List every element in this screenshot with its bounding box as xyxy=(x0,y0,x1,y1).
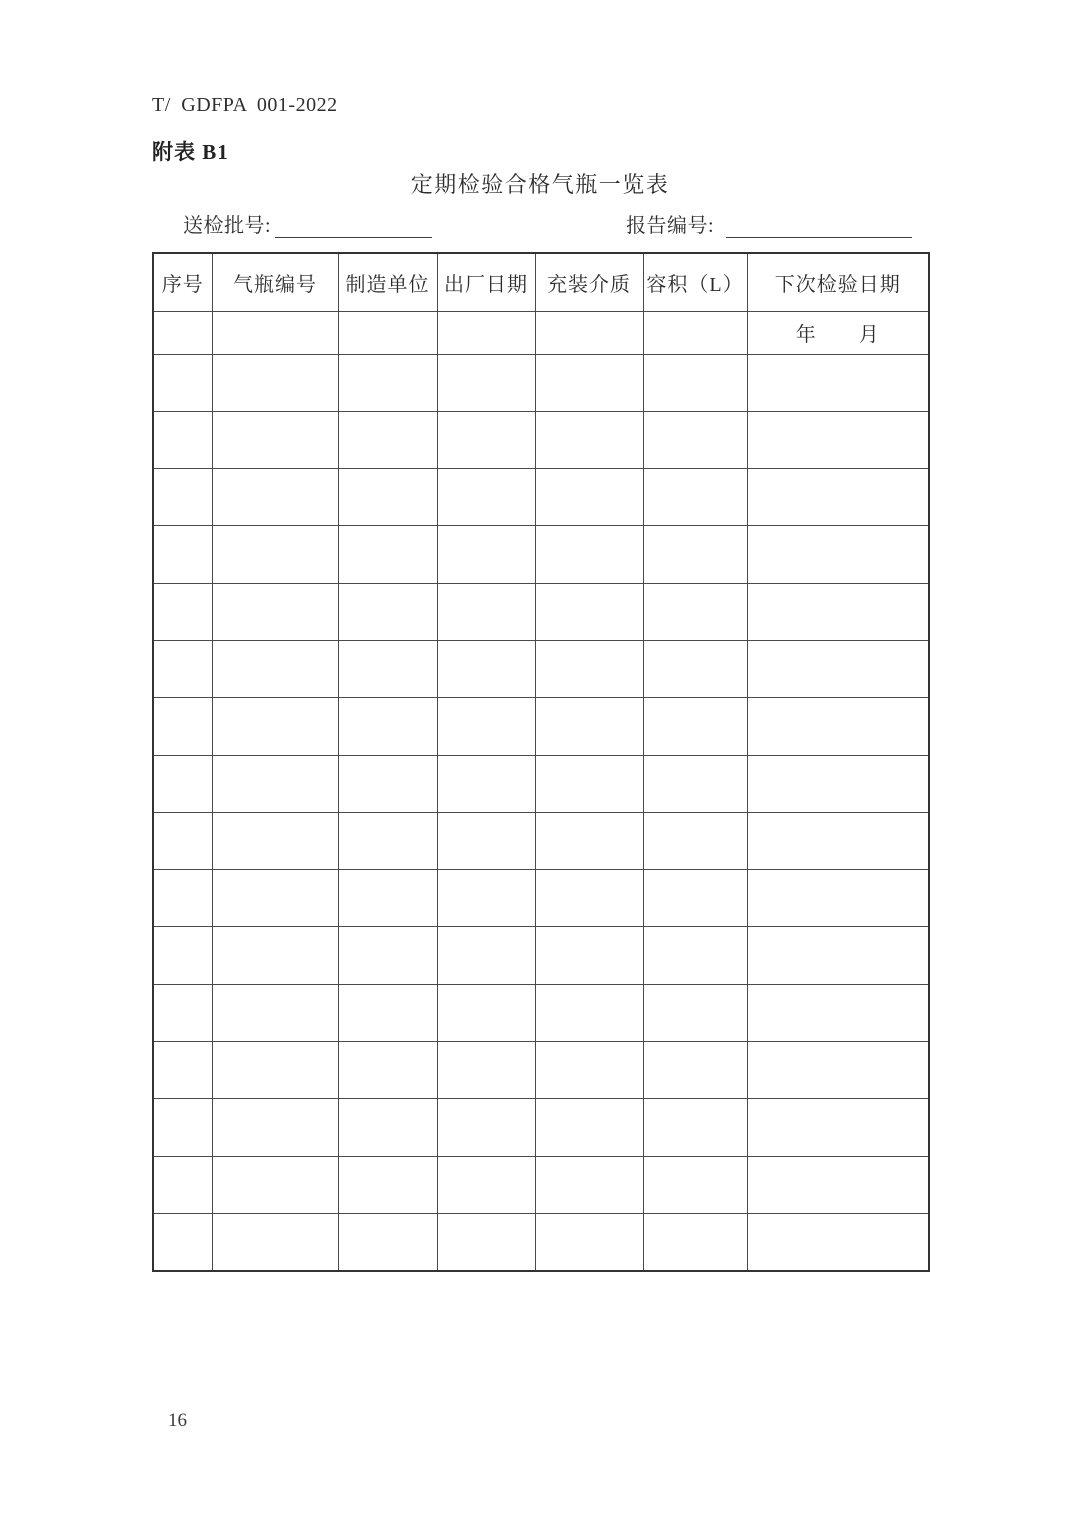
empty-cell xyxy=(437,354,535,411)
batch-number-label: 送检批号: xyxy=(183,215,272,237)
empty-cell xyxy=(643,927,747,984)
empty-cell xyxy=(535,354,643,411)
empty-cell xyxy=(153,526,212,583)
empty-cell xyxy=(338,354,437,411)
empty-cell xyxy=(212,311,338,354)
empty-cell xyxy=(338,469,437,526)
empty-cell xyxy=(747,1156,929,1213)
empty-cell xyxy=(212,411,338,468)
empty-cell xyxy=(535,1156,643,1213)
header-cell: 出厂日期 xyxy=(437,253,535,311)
empty-cell xyxy=(212,984,338,1041)
empty-cell xyxy=(212,927,338,984)
empty-cell xyxy=(153,469,212,526)
empty-cell xyxy=(643,698,747,755)
year-month-cell: 年 月 xyxy=(747,311,929,354)
empty-cell xyxy=(212,640,338,697)
empty-cell xyxy=(212,812,338,869)
empty-cell xyxy=(153,870,212,927)
batch-number-field xyxy=(183,209,432,238)
empty-cell xyxy=(643,755,747,812)
empty-cell xyxy=(643,354,747,411)
empty-cell xyxy=(212,469,338,526)
empty-cell xyxy=(212,698,338,755)
empty-cell xyxy=(437,1156,535,1213)
empty-cell xyxy=(153,640,212,697)
empty-cell xyxy=(437,640,535,697)
empty-cell xyxy=(153,755,212,812)
table-subheader-row xyxy=(153,311,929,354)
empty-cell xyxy=(535,583,643,640)
empty-cell xyxy=(535,469,643,526)
empty-cell xyxy=(153,1213,212,1270)
header-cell: 下次检验日期 xyxy=(747,253,929,311)
empty-cell xyxy=(338,1099,437,1156)
empty-cell xyxy=(437,583,535,640)
table-row xyxy=(153,411,929,468)
empty-cell xyxy=(747,984,929,1041)
empty-cell xyxy=(338,411,437,468)
empty-cell xyxy=(338,526,437,583)
header-cell: 容积（L） xyxy=(643,253,747,311)
empty-cell xyxy=(153,1042,212,1099)
table-row xyxy=(153,698,929,755)
empty-cell xyxy=(643,469,747,526)
empty-cell xyxy=(212,1042,338,1099)
table-row xyxy=(153,927,929,984)
empty-cell xyxy=(338,583,437,640)
empty-cell xyxy=(643,1213,747,1270)
empty-cell xyxy=(643,870,747,927)
table-row xyxy=(153,1042,929,1099)
empty-cell xyxy=(212,755,338,812)
header-cell: 序号 xyxy=(153,253,212,311)
empty-cell xyxy=(643,1099,747,1156)
empty-cell xyxy=(153,927,212,984)
empty-cell xyxy=(535,927,643,984)
empty-cell xyxy=(747,640,929,697)
empty-cell xyxy=(643,583,747,640)
empty-cell xyxy=(153,354,212,411)
empty-cell xyxy=(747,812,929,869)
empty-cell xyxy=(212,583,338,640)
empty-cell xyxy=(535,698,643,755)
empty-cell xyxy=(535,311,643,354)
empty-cell xyxy=(153,311,212,354)
empty-cell xyxy=(153,411,212,468)
empty-cell xyxy=(747,526,929,583)
empty-cell xyxy=(338,698,437,755)
empty-cell xyxy=(535,1042,643,1099)
empty-cell xyxy=(437,927,535,984)
page-number: 16 xyxy=(168,1410,187,1431)
empty-cell xyxy=(747,927,929,984)
empty-cell xyxy=(535,870,643,927)
table-header-row xyxy=(153,253,929,311)
empty-cell xyxy=(643,411,747,468)
empty-cell xyxy=(535,984,643,1041)
empty-cell xyxy=(437,311,535,354)
empty-cell xyxy=(535,411,643,468)
table-row xyxy=(153,755,929,812)
empty-cell xyxy=(535,1213,643,1270)
empty-cell xyxy=(643,640,747,697)
empty-cell xyxy=(747,469,929,526)
empty-cell xyxy=(643,1042,747,1099)
empty-cell xyxy=(338,311,437,354)
empty-cell xyxy=(153,1156,212,1213)
empty-cell xyxy=(437,1042,535,1099)
empty-cell xyxy=(643,1156,747,1213)
empty-cell xyxy=(338,984,437,1041)
empty-cell xyxy=(437,1213,535,1270)
empty-cell xyxy=(535,812,643,869)
empty-cell xyxy=(437,526,535,583)
empty-cell xyxy=(747,698,929,755)
empty-cell xyxy=(338,1042,437,1099)
table-row xyxy=(153,526,929,583)
empty-cell xyxy=(535,1099,643,1156)
empty-cell xyxy=(338,755,437,812)
table-row xyxy=(153,640,929,697)
empty-cell xyxy=(338,870,437,927)
empty-cell xyxy=(153,583,212,640)
empty-cell xyxy=(212,1213,338,1270)
header-cell: 制造单位 xyxy=(338,253,437,311)
empty-cell xyxy=(747,755,929,812)
batch-number-blank-line xyxy=(275,217,432,238)
empty-cell xyxy=(747,1213,929,1270)
empty-cell xyxy=(437,1099,535,1156)
empty-cell xyxy=(643,984,747,1041)
empty-cell xyxy=(437,469,535,526)
report-number-label: 报告编号: xyxy=(626,215,715,237)
empty-cell xyxy=(437,755,535,812)
table-row xyxy=(153,469,929,526)
empty-cell xyxy=(153,1099,212,1156)
table-row xyxy=(153,984,929,1041)
empty-cell xyxy=(212,1099,338,1156)
empty-cell xyxy=(338,812,437,869)
empty-cell xyxy=(153,698,212,755)
empty-cell xyxy=(535,526,643,583)
empty-cell xyxy=(535,755,643,812)
empty-cell xyxy=(747,1042,929,1099)
cylinder-inspection-table xyxy=(152,252,930,1272)
empty-cell xyxy=(747,870,929,927)
table-row xyxy=(153,1156,929,1213)
empty-cell xyxy=(747,583,929,640)
table-row xyxy=(153,1099,929,1156)
empty-cell xyxy=(338,1156,437,1213)
header-cell: 充装介质 xyxy=(535,253,643,311)
table-row xyxy=(153,812,929,869)
empty-cell xyxy=(747,1099,929,1156)
empty-cell xyxy=(747,354,929,411)
report-number-field xyxy=(626,209,912,238)
empty-cell xyxy=(437,870,535,927)
empty-cell xyxy=(212,870,338,927)
table-row xyxy=(153,870,929,927)
empty-cell xyxy=(437,411,535,468)
empty-cell xyxy=(338,640,437,697)
empty-cell xyxy=(437,698,535,755)
empty-cell xyxy=(212,354,338,411)
header-cell: 气瓶编号 xyxy=(212,253,338,311)
empty-cell xyxy=(153,984,212,1041)
empty-cell xyxy=(437,984,535,1041)
empty-cell xyxy=(643,812,747,869)
empty-cell xyxy=(437,812,535,869)
empty-cell xyxy=(153,812,212,869)
empty-cell xyxy=(212,1156,338,1213)
standard-number: T/ GDFPA 001-2022 xyxy=(152,94,338,116)
empty-cell xyxy=(535,640,643,697)
report-number-blank-line xyxy=(726,217,912,238)
table-row xyxy=(153,354,929,411)
form-title: 定期检验合格气瓶一览表 xyxy=(410,172,670,197)
empty-cell xyxy=(643,526,747,583)
annex-table-label: 附表 B1 xyxy=(152,140,229,164)
empty-cell xyxy=(212,526,338,583)
empty-cell xyxy=(643,311,747,354)
table-row xyxy=(153,583,929,640)
table-row xyxy=(153,1213,929,1270)
empty-cell xyxy=(747,411,929,468)
empty-cell xyxy=(338,927,437,984)
empty-cell xyxy=(338,1213,437,1270)
